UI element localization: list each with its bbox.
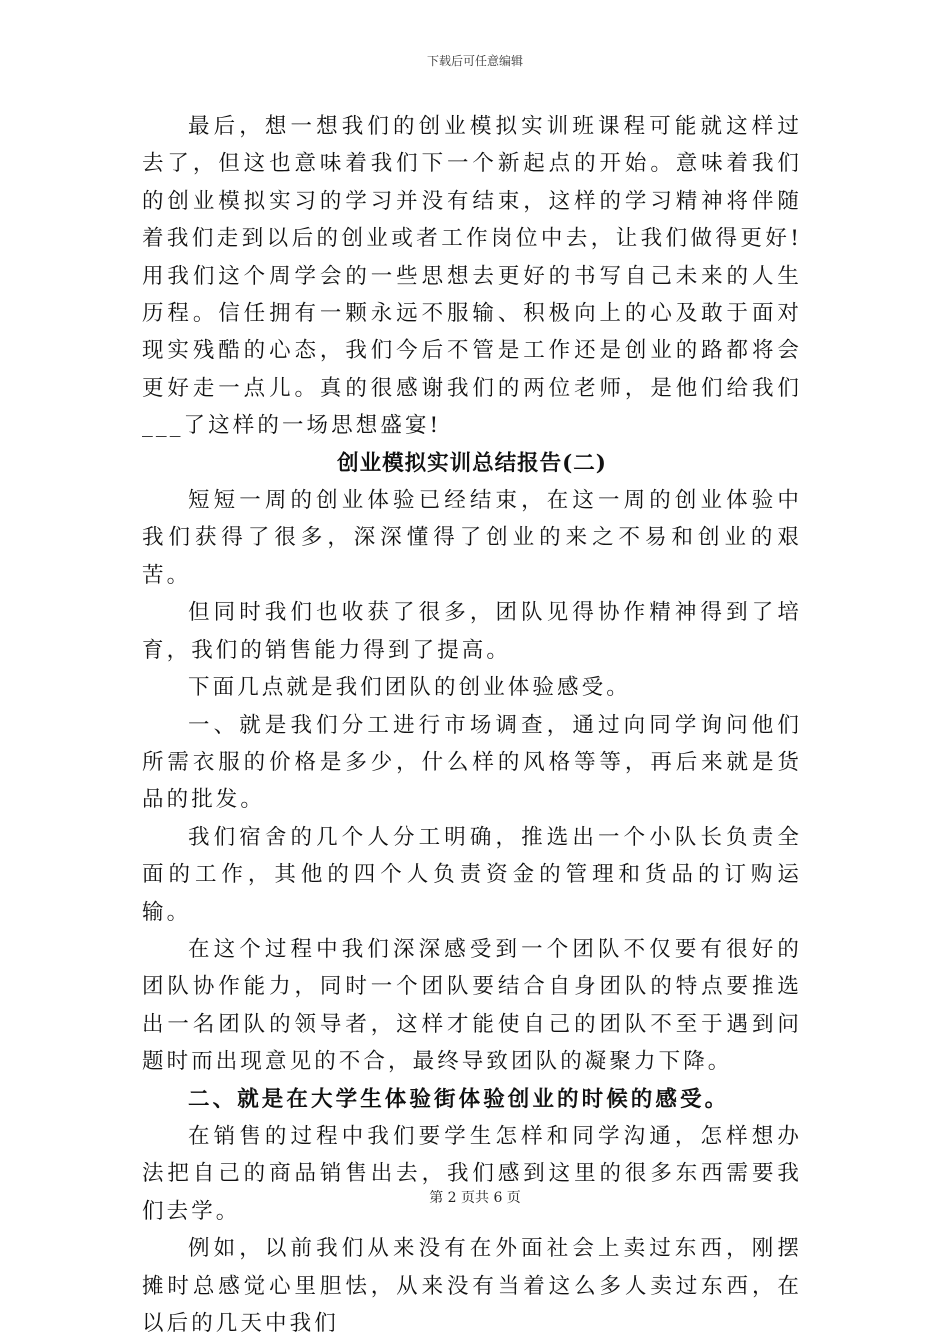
paragraph-sales: 在销售的过程中我们要学生怎样和同学沟通，怎样想办法把自己的商品销售出去，我们感到这里的很多东西需要我们去学。 [142, 1123, 802, 1224]
document-body [142, 108, 802, 1342]
paragraph-points-intro: 下面几点就是我们团队的创业体验感受。 [188, 675, 631, 701]
paragraph-point-one: 一、就是我们分工进行市场调查，通过向同学询问他们所需衣服的价格是多少，什么样的风格等等，再后来就是货品的批发。 [142, 712, 802, 813]
section-title: 创业模拟实训总结报告(二) [337, 450, 607, 476]
paragraph-dorm-team: 我们宿舍的几个人分工明确，推选出一个小队长负责全面的工作，其他的四个人负责资金的管理和货品的订购运输。 [142, 824, 802, 925]
paragraph-intro: 短短一周的创业体验已经结束，在这一周的创业体验中我们获得了很多，深深懂得了创业的来之不易和创业的艰苦。 [142, 488, 802, 588]
page-header: 下载后可任意编辑 [426, 54, 523, 68]
paragraph-example: 例如，以前我们从来没有在外面社会上卖过东西，刚摆摊时总感觉心里胆怯，从来没有当着这么多人卖过东西，在以后的几天中我们 [142, 1236, 802, 1336]
subheading-point-two: 二、就是在大学生体验街体验创业的时候的感受。 [188, 1086, 730, 1112]
paragraph-conclusion: 最后，想一想我们的创业模拟实训班课程可能就这样过去了，但这也意味着我们下一个新起点的开始。意味着我们的创业模拟实习的学习并没有结束，这样的学习精神将伴随着我们走到以后的创业或者工作岗位中去，让我们做得更好!用我们这个周学会的一些思想去更好的书写自己未来的人生历程。信任拥有一颗永远不服输、积极向上的心及敢于面对现实残酷的心态，我们今后不管是工作还是创业的路都将会更好走一点儿。真的很感谢我们的两位老师，是他们给我们___了这样的一场思想盛宴! [142, 114, 802, 439]
paragraph-gains: 但同时我们也收获了很多，团队见得协作精神得到了培育，我们的销售能力得到了提高。 [142, 600, 802, 663]
page-footer: 第 2 页共 6 页 [429, 1190, 521, 1206]
paragraph-team-lesson: 在这个过程中我们深深感受到一个团队不仅要有很好的团队协作能力，同时一个团队要结合自身团队的特点要推选出一名团队的领导者，这样才能使自己的团队不至于遇到问题时而出现意见的不合，最终导致团队的凝聚力下降。 [142, 936, 802, 1075]
